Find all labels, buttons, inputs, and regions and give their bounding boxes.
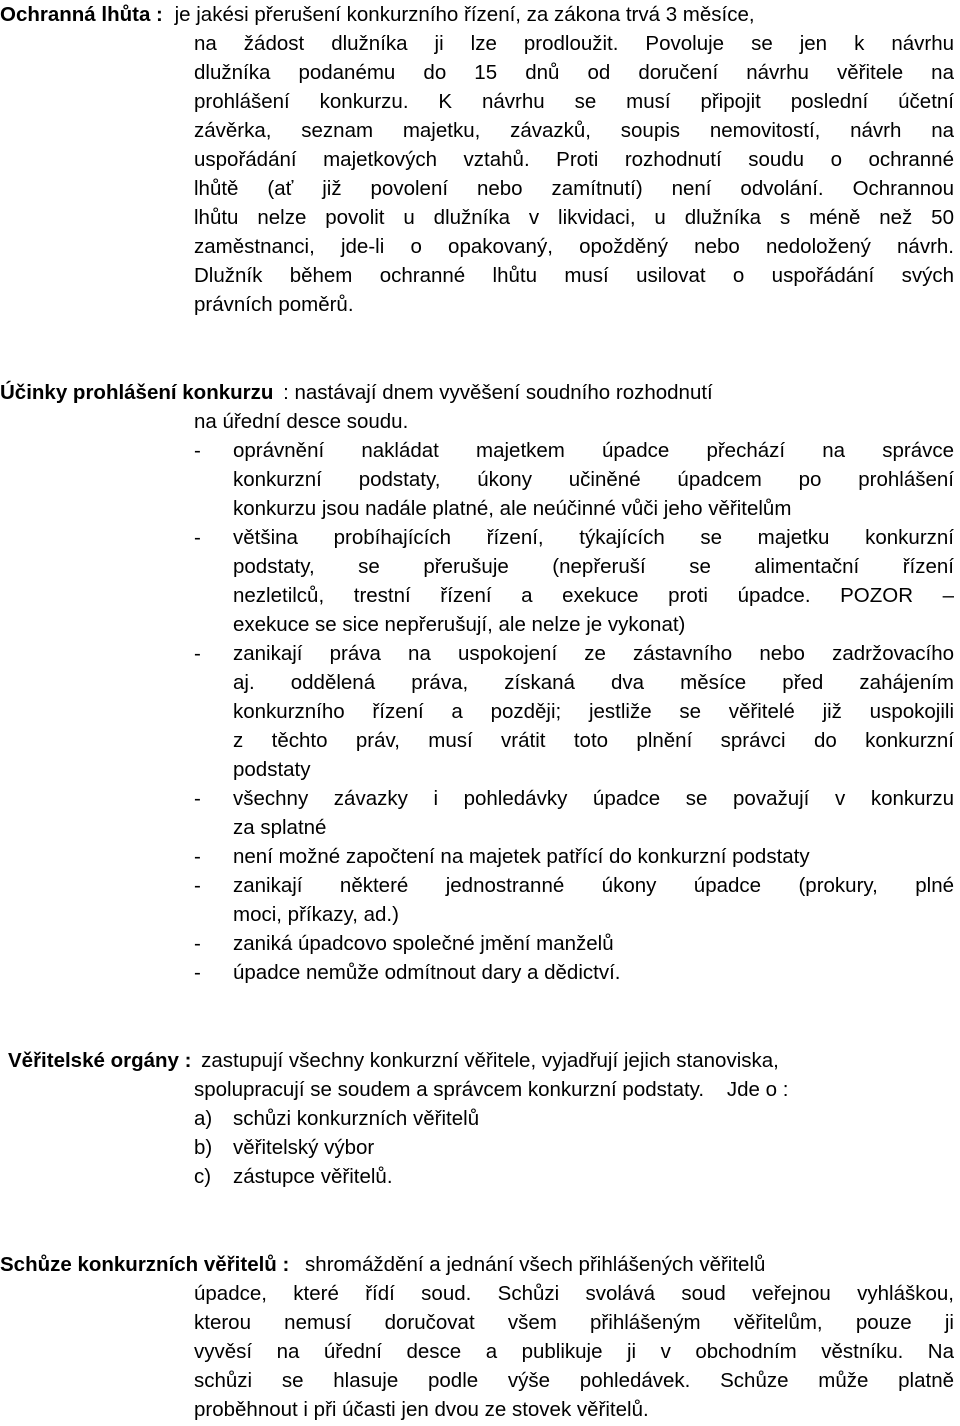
paragraph-line: schůzi se hlasuje podle výše pohledávek. Schůze může platně: [194, 1369, 954, 1392]
paragraph-line: úpadce, které řídí soud. Schůzi svolává soud veřejnou vyhláškou,: [194, 1282, 954, 1305]
paragraph-line: vyvěsí na úřední desce a publikuje ji v obchodním věstníku. Na: [194, 1340, 954, 1363]
veritelske-organy-first-line: [8, 1046, 779, 1075]
list-item-line: z těchto práv, musí vrátit toto plnění správci do konkurzní: [233, 729, 954, 752]
list-item-line: moci, příkazy, ad.): [233, 903, 399, 926]
list-item-line: schůzi konkurzních věřitelů: [233, 1107, 480, 1130]
list-item-line: konkurzu jsou nadále platné, ale neúčinné vůči jeho věřitelům: [233, 497, 792, 520]
paragraph-line: kterou nemusí doručovat všem přihlášeným věřitelům, pouze ji: [194, 1311, 954, 1334]
list-item-line: úpadce nemůže odmítnout dary a dědictví.: [233, 961, 621, 984]
list-dash: -: [194, 874, 201, 897]
list-item-line: všechny závazky i pohledávky úpadce se považují v konkurzu: [233, 787, 954, 810]
veritelske-organy-lead: zastupují všechny konkurzní věřitele, vyjadřují jejich stanoviska,: [201, 1049, 779, 1072]
schuze-first-line: [0, 1250, 765, 1279]
paragraph-line: zaměstnanci, jde-li o opakovaný, opožděný nebo nedoložený návrh.: [194, 235, 954, 258]
list-item-line: většina probíhajících řízení, týkajících se majetku konkurzní: [233, 526, 954, 549]
list-item-line: zaniká úpadcovo společné jmění manželů: [233, 932, 614, 955]
paragraph-line: lhůtě (ať již povolení nebo zamítnutí) není odvolání. Ochrannou: [194, 177, 954, 200]
list-item-line: aj. oddělená práva, získaná dva měsíce před zahájením: [233, 671, 954, 694]
schuze-heading: Schůze konkurzních věřitelů :: [0, 1253, 290, 1276]
list-item-line: nezletilců, trestní řízení a exekuce proti úpadce. POZOR –: [233, 584, 954, 607]
list-dash: -: [194, 787, 201, 810]
list-dash: -: [194, 642, 201, 665]
paragraph-line: na žádost dlužníka ji lze prodloužit. Povoluje se jen k návrhu: [194, 32, 954, 55]
veritelske-organy-heading: Věřitelské orgány :: [8, 1049, 192, 1072]
paragraph-line: proběhnout i při účasti jen dvou ze stovek věřitelů.: [194, 1398, 649, 1421]
list-item-line: zanikají některé jednostranné úkony úpadce (prokury, plné: [233, 874, 954, 897]
list-item-line: podstaty: [233, 758, 311, 781]
list-marker: c): [194, 1165, 212, 1188]
list-dash: -: [194, 439, 201, 462]
paragraph-line: dlužníka podanému do 15 dnů od doručení návrhu věřitele na: [194, 61, 954, 84]
paragraph-line: na úřední desce soudu.: [194, 410, 409, 433]
paragraph-line: závěrka, seznam majetku, závazků, soupis nemovitostí, návrh na: [194, 119, 954, 142]
list-marker: a): [194, 1107, 213, 1130]
list-dash: -: [194, 845, 201, 868]
list-item-line: konkurzní podstaty, úkony učiněné úpadcem po prohlášení: [233, 468, 954, 491]
list-dash: -: [194, 961, 201, 984]
paragraph-line: prohlášení konkurzu. K návrhu se musí připojit poslední účetní: [194, 90, 954, 113]
list-item-line: za splatné: [233, 816, 327, 839]
paragraph-line: spolupracují se soudem a správcem konkurzní podstaty. Jde o :: [194, 1078, 789, 1101]
list-dash: -: [194, 932, 201, 955]
paragraph-line: právních poměrů.: [194, 293, 354, 316]
paragraph-line: lhůtu nelze povolit u dlužníka v likvidaci, u dlužníka s méně než 50: [194, 206, 954, 229]
ochranna-lhuta-first-line: [0, 0, 960, 29]
list-item-line: oprávnění nakládat majetkem úpadce přechází na správce: [233, 439, 954, 462]
ucinky-lead: : nastávají dnem vyvěšení soudního rozhodnutí: [283, 381, 713, 404]
list-dash: -: [194, 526, 201, 549]
paragraph-line: Dlužník během ochranné lhůtu musí usilovat o uspořádání svých: [194, 264, 954, 287]
paragraph-line: uspořádání majetkových vztahů. Proti rozhodnutí soudu o ochranné: [194, 148, 954, 171]
list-item-line: zástupce věřitelů.: [233, 1165, 393, 1188]
list-item-line: exekuce se sice nepřerušují, ale nelze je vykonat): [233, 613, 686, 636]
list-item-line: věřitelský výbor: [233, 1136, 375, 1159]
list-item-line: zanikají práva na uspokojení ze zástavního nebo zadržovacího: [233, 642, 954, 665]
list-item-line: podstaty, se přerušuje (nepřeruší se alimentační řízení: [233, 555, 954, 578]
list-item-line: konkurzního řízení a později; jestliže se věřitelé již uspokojili: [233, 700, 954, 723]
ucinky-first-line: [0, 378, 713, 407]
ochranna-lhuta-heading: Ochranná lhůta :: [0, 3, 163, 26]
schuze-lead: shromáždění a jednání všech přihlášených věřitelů: [305, 1253, 766, 1276]
list-marker: b): [194, 1136, 213, 1159]
list-item-line: není možné započtení na majetek patřící do konkurzní podstaty: [233, 845, 810, 868]
ochranna-lhuta-lead: je jakési přerušení konkurzního řízení, za zákona trvá 3 měsíce,: [174, 3, 755, 26]
ucinky-heading: Účinky prohlášení konkurzu: [0, 381, 274, 404]
